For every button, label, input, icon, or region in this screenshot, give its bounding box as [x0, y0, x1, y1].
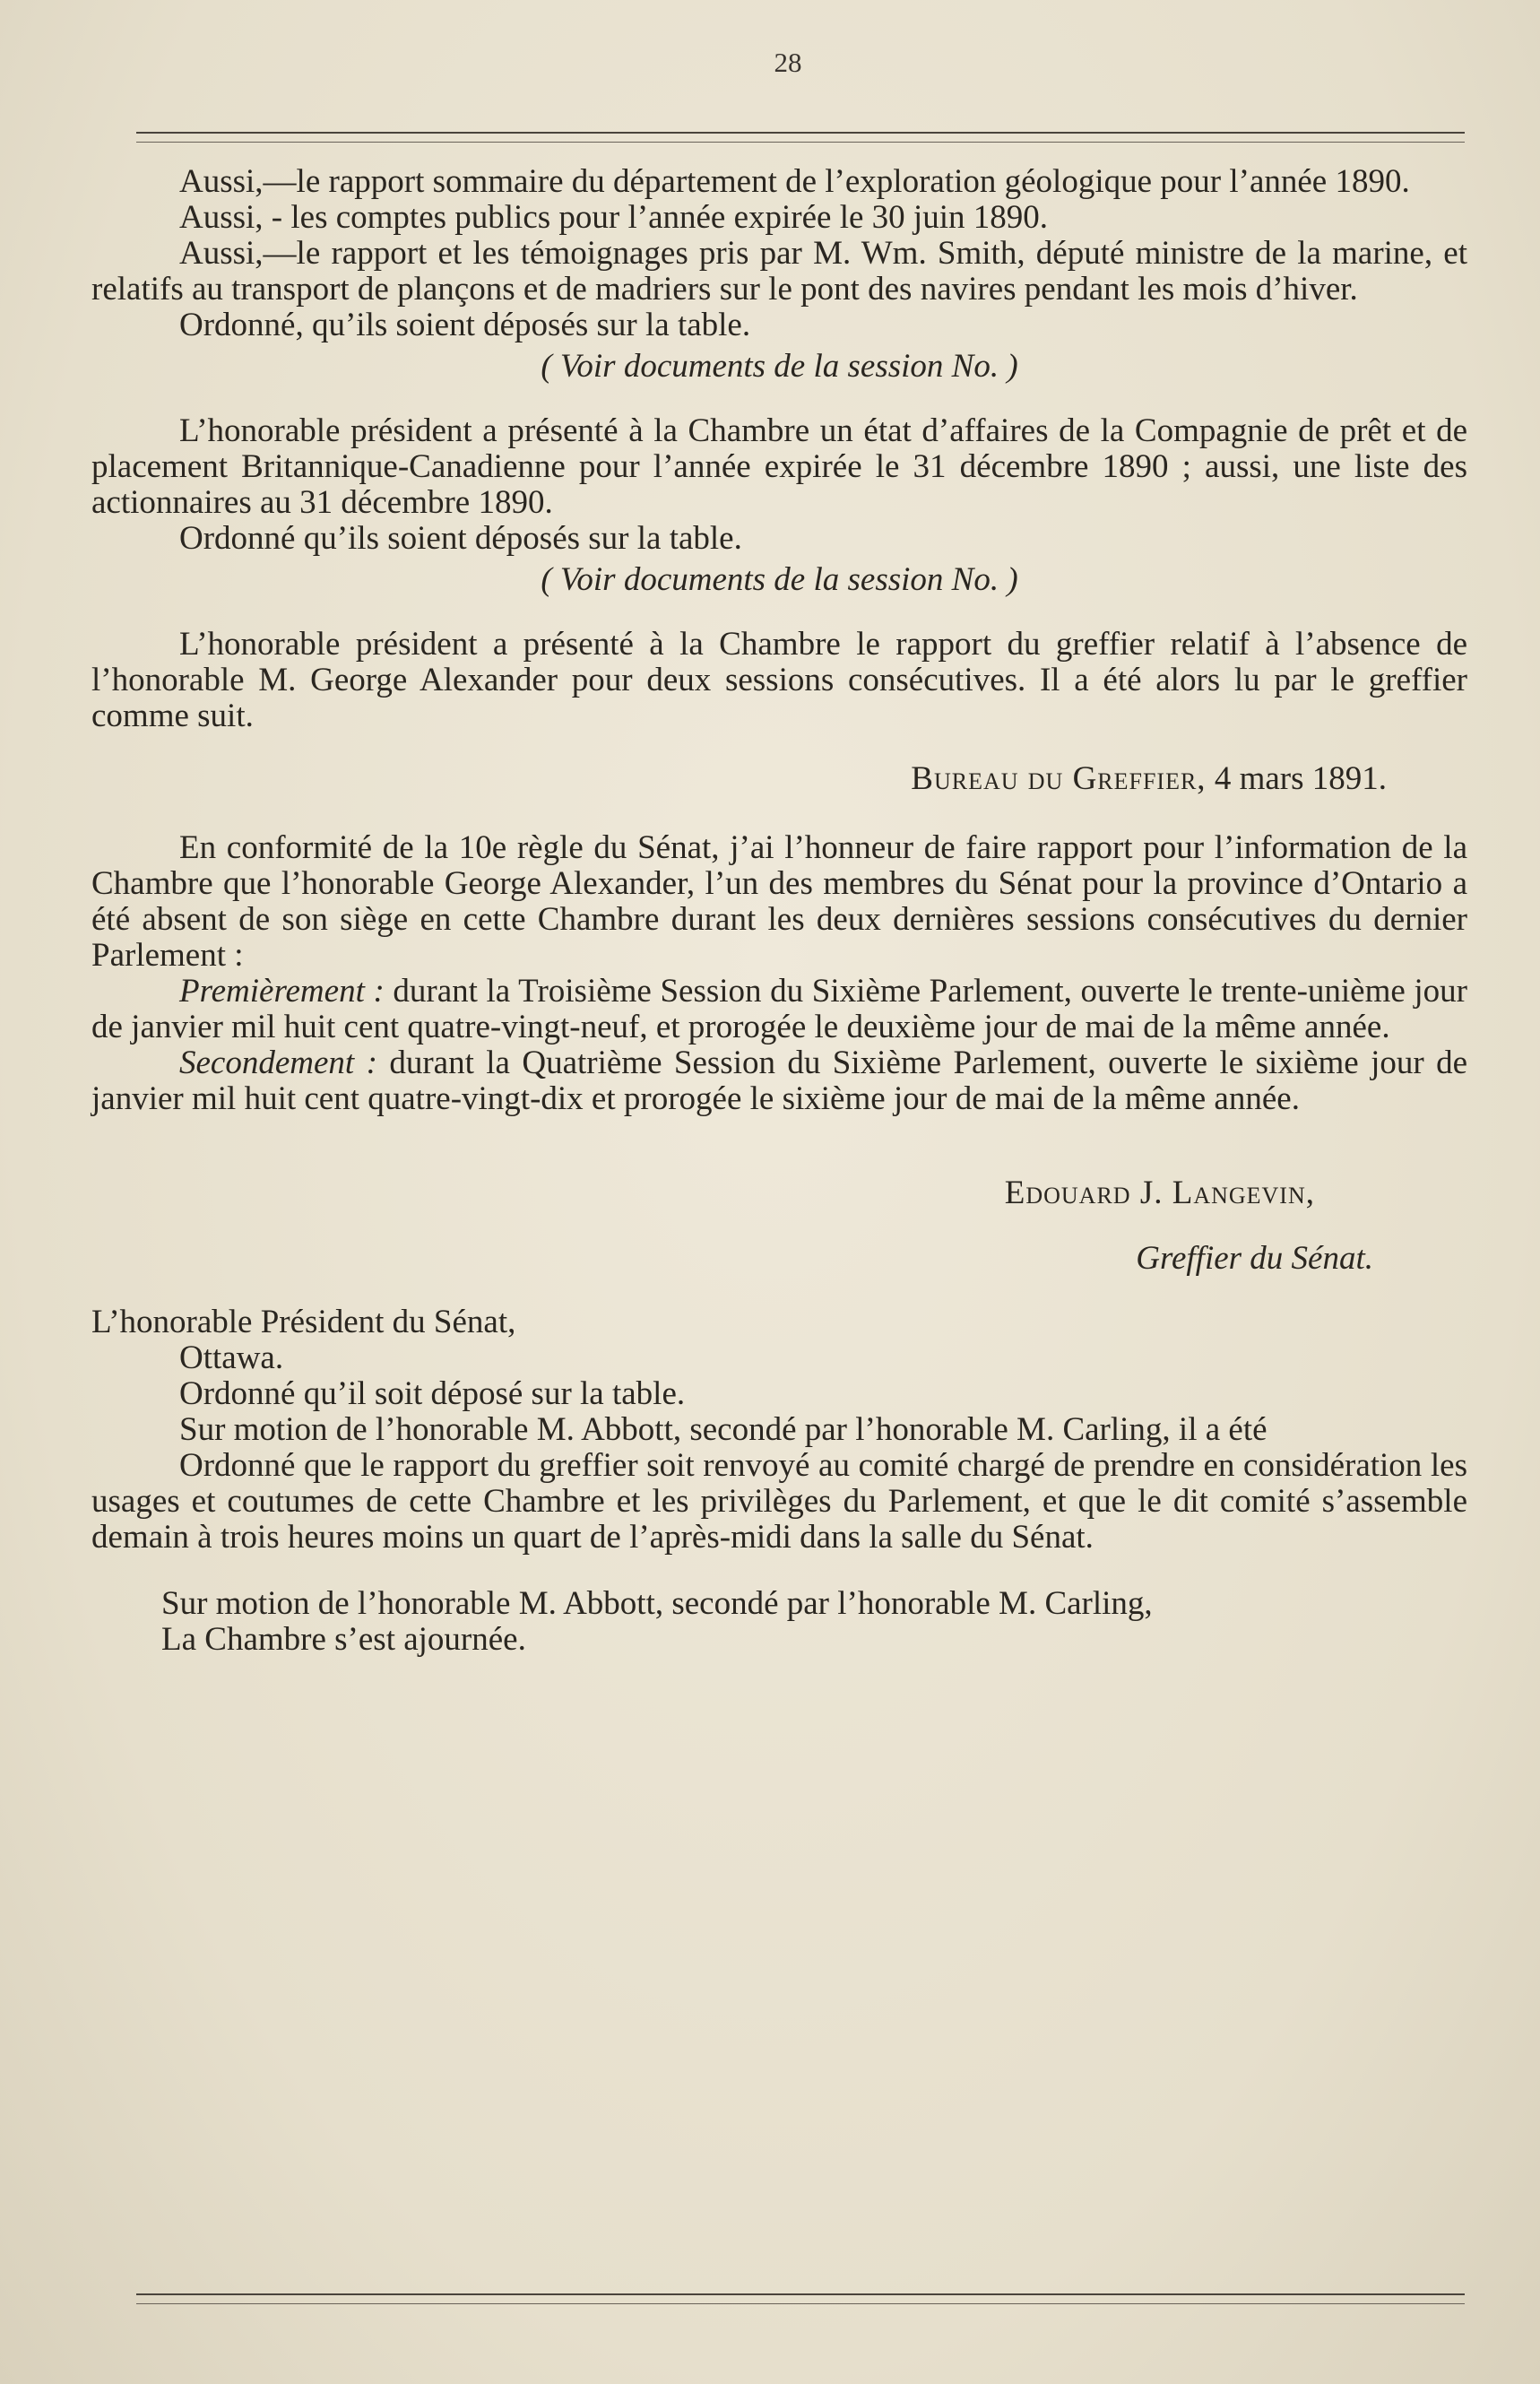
paragraph: La Chambre s’est ajournée. [161, 1621, 526, 1658]
paragraph-lead: Premièrement : [179, 973, 385, 1010]
page-body [91, 164, 1467, 1658]
footer-rule-thick [136, 2293, 1465, 2295]
spacer [91, 388, 1467, 413]
paragraph: Ordonné que le rapport du greffier soit renvoyé au comité chargé de prendre en considération les usages et coutumes de cette Chambre et les privilèges du Parlement, et que le dit comité s’assemble demain à trois heures moins un quart de l’après-midi dans la salle du Sénat. [91, 1447, 1467, 1556]
addressee [91, 1305, 1467, 1376]
paragraph: L’honorable président a présenté à la Chambre un état d’affaires de la Compagnie de prêt et de placement Britannique-Canadienne pour l’année expirée le 31 décembre 1890 ; aussi, une liste des actionnaires au 31 décembre 1890. [91, 412, 1467, 521]
document-reference: ( Voir documents de la session No. ) [541, 561, 1018, 598]
paragraph: Aussi,—le rapport et les témoignages pris par M. Wm. Smith, député ministre de la marine, et relatifs au transport de plançons et de madriers sur le pont des navires pendant les mois d’hiver. [91, 235, 1467, 308]
addressee-line: Ottawa. [179, 1339, 284, 1376]
spacer [91, 1117, 1467, 1142]
paragraph: Aussi, - les comptes publics pour l’année expirée le 30 juin 1890. [179, 199, 1048, 236]
footer-rule-thin [136, 2303, 1465, 2304]
paragraph-rest: durant la Quatrième Session du Sixième Parlement, ouverte le sixième jour de janvier mil huit cent quatre-vingt-dix et prorogée le sixième jour de mai de la même année. [91, 1045, 1467, 1117]
paragraph: Sur motion de l’honorable M. Abbott, secondé par l’honorable M. Carling, il a été [179, 1411, 1267, 1448]
paragraph-lead: Secondement : [179, 1045, 377, 1081]
paragraph: Ordonné qu’il soit déposé sur la table. [179, 1375, 686, 1412]
header-rule-thick [136, 132, 1465, 134]
closing-block [91, 1586, 1467, 1658]
signature-name: Edouard J. Langevin, [1004, 1175, 1315, 1211]
spacer [91, 734, 1467, 759]
spacer [91, 602, 1467, 627]
paragraph: L’honorable président a présenté à la Chambre le rapport du greffier relatif à l’absence de l’honorable M. George Alexander pour deux sessions consécutives. Il a été alors lu par le greffier comme suit. [91, 626, 1467, 734]
paragraph: Aussi,—le rapport sommaire du département de l’exploration géologique pour l’année 1890. [179, 163, 1410, 200]
paragraph: Ordonné qu’ils soient déposés sur la table. [179, 520, 742, 557]
letter-dateline [91, 761, 1467, 797]
paragraph: Ordonné, qu’ils soient déposés sur la table. [179, 307, 751, 343]
paragraph-rest: durant la Troisième Session du Sixième Parlement, ouverte le trente-unième jour de janvier mil huit cent quatre-vingt-neuf, et prorogée le deuxième jour de mai de la même année. [91, 973, 1467, 1045]
paragraph [91, 1045, 1467, 1117]
signature-title: Greffier du Sénat. [1136, 1240, 1373, 1277]
paragraph [91, 974, 1467, 1045]
dateline-office: Bureau du Greffier, [911, 760, 1207, 797]
page-number: 28 [774, 47, 802, 78]
paragraph: Sur motion de l’honorable M. Abbott, secondé par l’honorable M. Carling, [161, 1585, 1153, 1622]
dateline-date: 4 mars 1891. [1206, 760, 1387, 797]
paragraph: En conformité de la 10e règle du Sénat, j’ai l’honneur de faire rapport pour l’information de la Chambre que l’honorable George Alexander, l’un des membres du Sénat pour la province d’Ontario a été absent de son siège en cette Chambre durant les deux dernières sessions consécutives du dernier Parlement : [91, 829, 1467, 974]
addressee-line: L’honorable Président du Sénat, [91, 1304, 516, 1340]
header-rule-thin [136, 142, 1465, 143]
document-reference: ( Voir documents de la session No. ) [541, 348, 1018, 385]
